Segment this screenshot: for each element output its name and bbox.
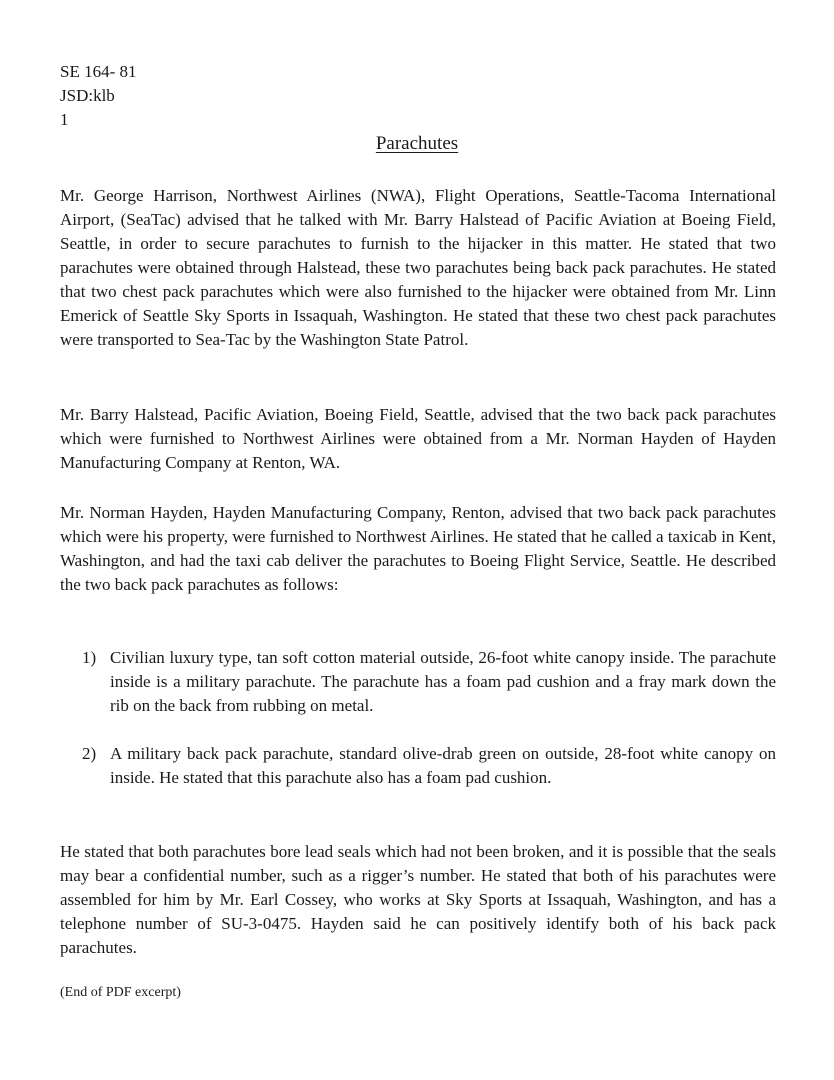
- section-title-text: Parachutes: [375, 133, 459, 154]
- paragraph-halstead: Mr. Barry Halstead, Pacific Aviation, Boeing Field, Seattle, advised that the two back pack parachutes which were furnished to Northwest Airlines were obtained from a Mr. Norman Hayden of Hayden Manufacturing Company at Renton, WA.: [60, 405, 776, 472]
- parachute-description-list: [82, 646, 776, 814]
- list-item-number: 2): [82, 744, 97, 763]
- footer-note: (End of PDF excerpt): [60, 985, 181, 1000]
- paragraph-hayden: Mr. Norman Hayden, Hayden Manufacturing Company, Renton, advised that two back pack parachutes which were his property, were furnished to Northwest Airlines. He stated that he called a taxicab in Kent, Washington, and had the taxi cab deliver the parachutes to Boeing Flight Service, Seattle. He described the two back pack parachutes as follows:: [60, 503, 776, 594]
- list-item: [82, 742, 776, 790]
- section-title: [0, 132, 834, 156]
- typist-initials: JSD:klb: [60, 86, 115, 105]
- paragraph-seals: He stated that both parachutes bore lead seals which had not been broken, and it is possible that the seals may bear a confidential number, such as a rigger’s number. He stated that both of his parachutes were assembled for him by Mr. Earl Cossey, who works at Sky Sports at Issaquah, Washington, and has a telephone number of SU-3-0475. Hayden said he can positively identify both of his back pack parachutes.: [60, 842, 776, 957]
- file-reference: SE 164- 81: [60, 62, 137, 81]
- list-item-text: A military back pack parachute, standard olive-drab green on outside, 28-foot white canopy on inside. He stated that this parachute also has a foam pad cushion.: [110, 744, 776, 787]
- page-number: 1: [60, 110, 69, 129]
- list-item-text: Civilian luxury type, tan soft cotton material outside, 26-foot white canopy inside. The parachute inside is a military parachute. The parachute has a foam pad cushion and a fray mark down the rib on the back from rubbing on metal.: [110, 648, 776, 715]
- document-header: [60, 60, 137, 132]
- list-item: [82, 646, 776, 718]
- list-item-number: 1): [82, 648, 97, 667]
- paragraph-harrison: Mr. George Harrison, Northwest Airlines (NWA), Flight Operations, Seattle-Tacoma International Airport, (SeaTac) advised that he talked with Mr. Barry Halstead of Pacific Aviation at Boeing Field, Seattle, in order to secure parachutes to furnish to the hijacker in this matter. He stated that two parachutes were obtained through Halstead, these two parachutes being back pack parachutes. He stated that two chest pack parachutes which were also furnished to the hijacker were obtained from Mr. Linn Emerick of Seattle Sky Sports in Issaquah, Washington. He stated that these two chest pack parachutes were transported to Sea-Tac by the Washington State Patrol.: [60, 186, 776, 349]
